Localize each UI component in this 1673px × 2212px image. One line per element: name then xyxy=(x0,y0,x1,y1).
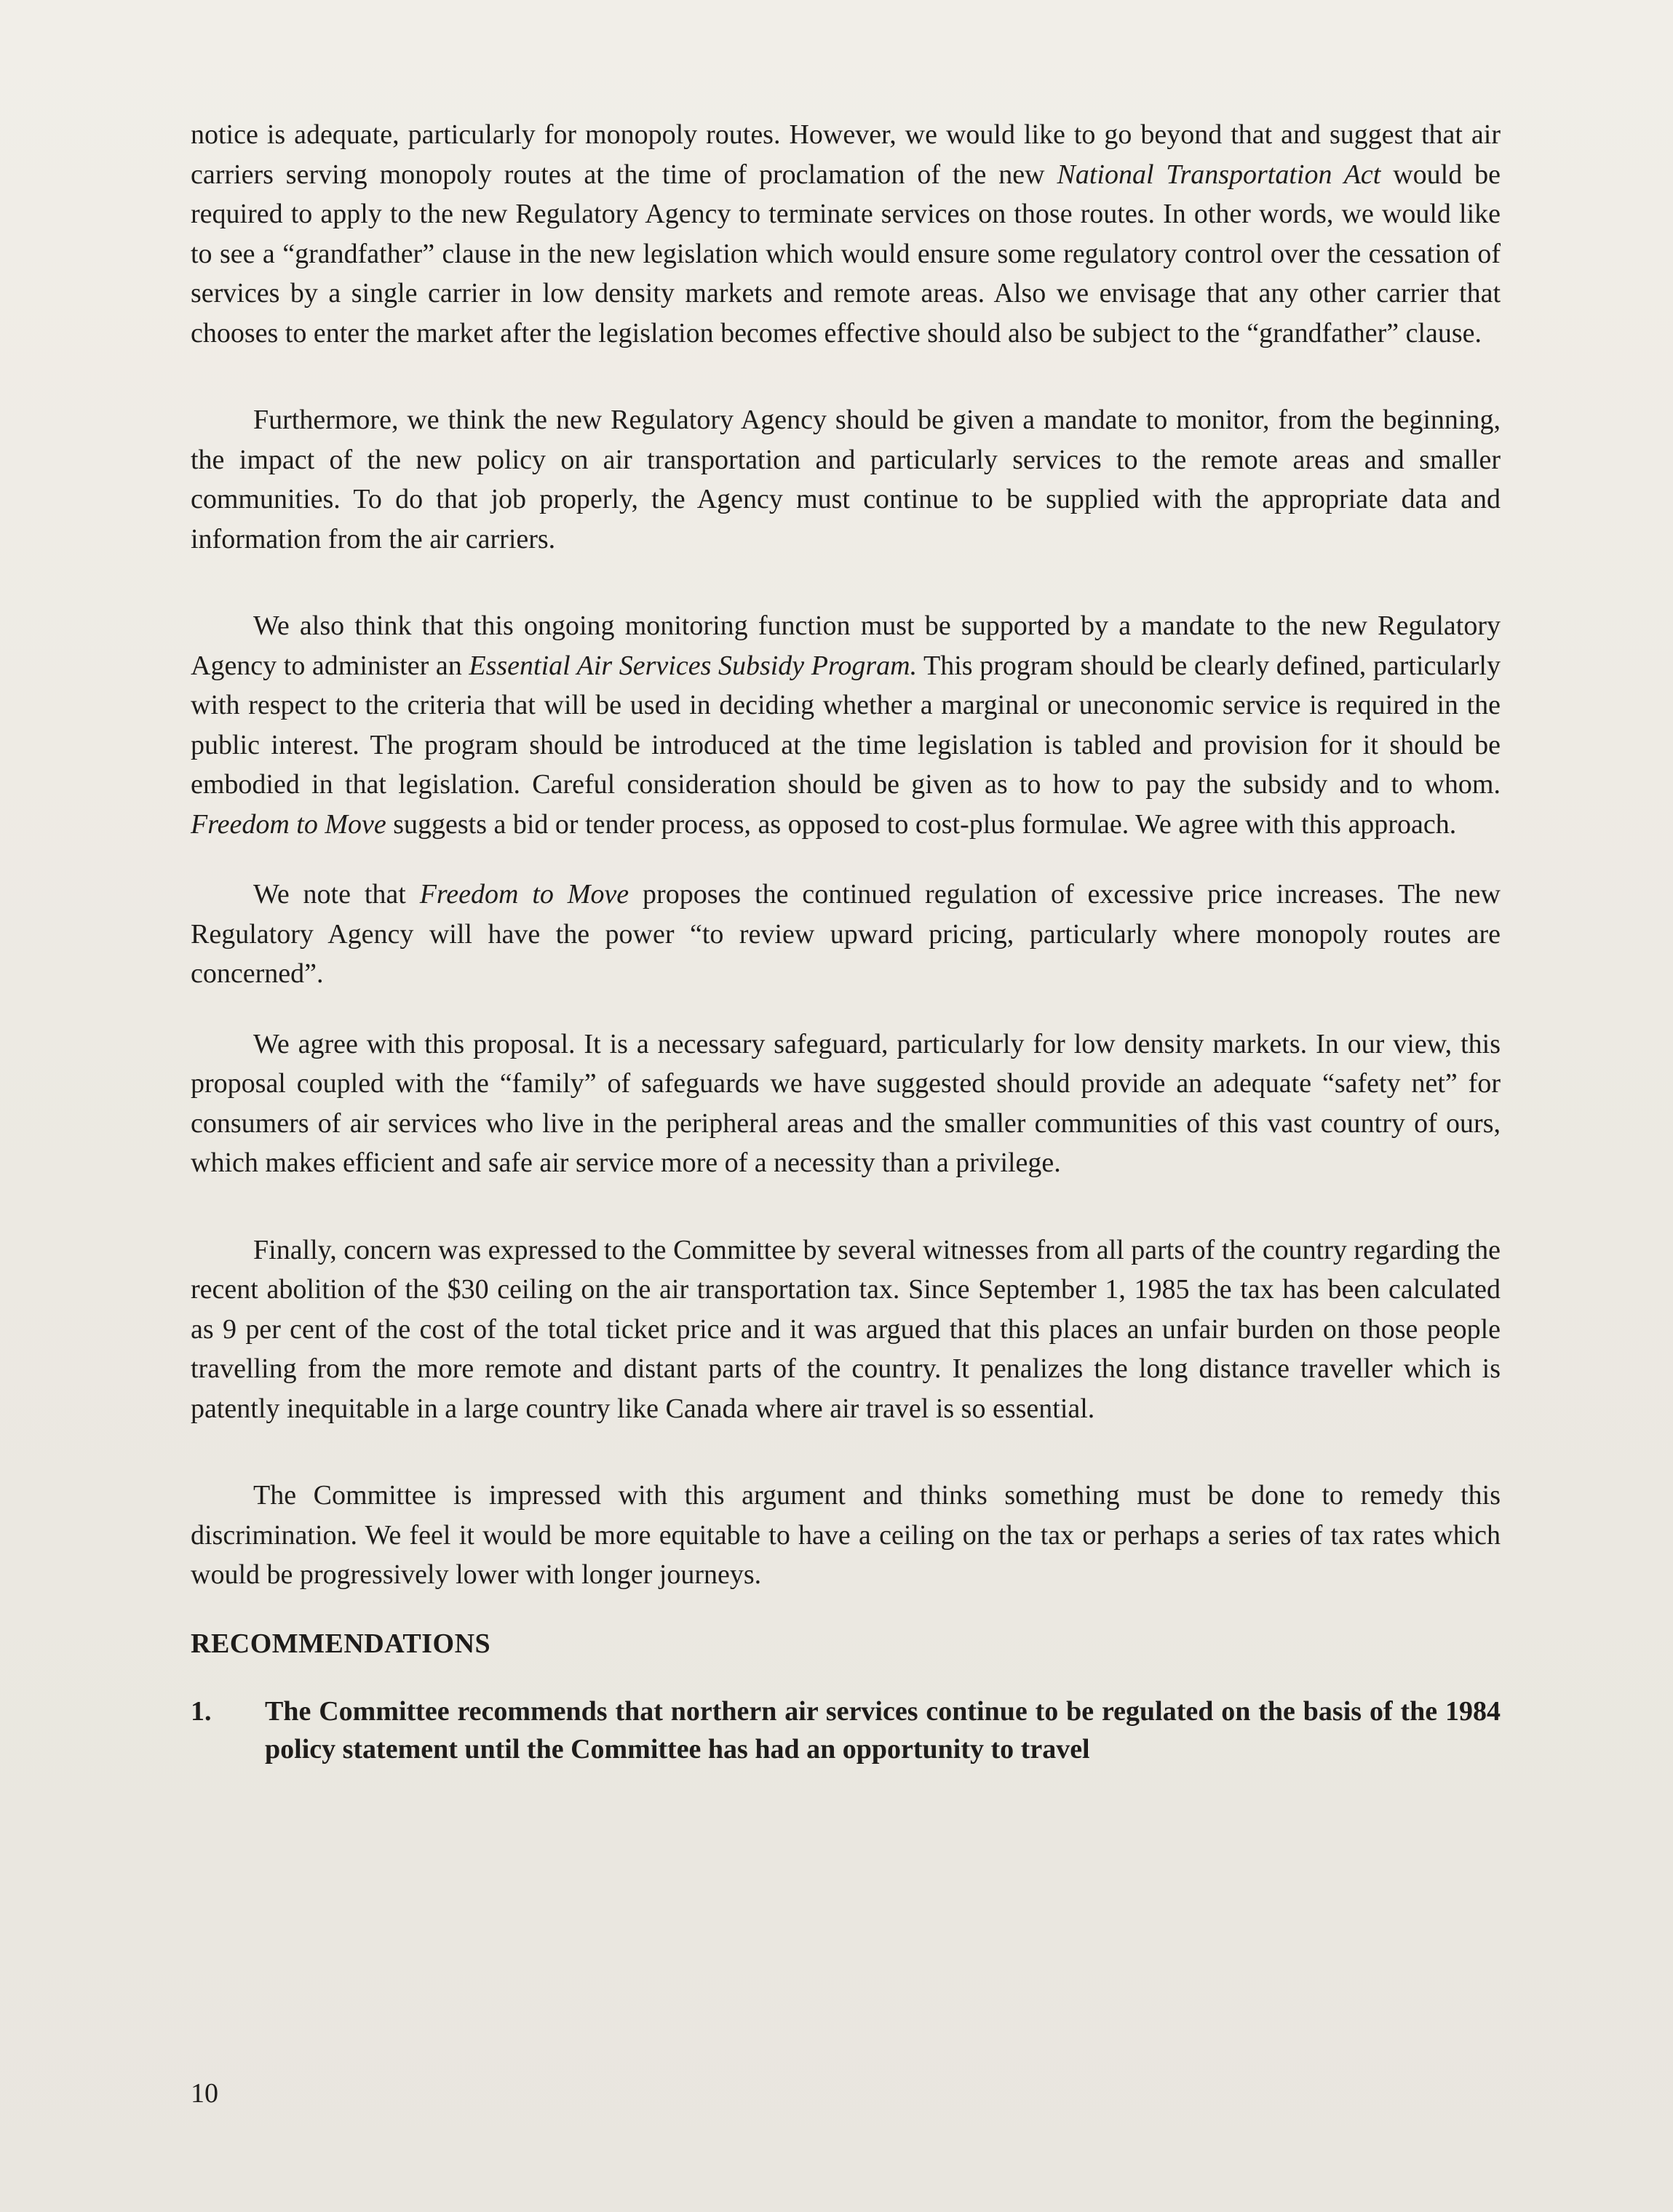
paragraph-gap xyxy=(191,1663,1501,1692)
recommendation-item xyxy=(191,1692,1501,1768)
paragraph-grandfather-clause xyxy=(191,115,1501,353)
paragraph-text: proposes the continued regulation of excessive price increases. The new Regulatory Agency will have the power “to review upward pricing, particularly where monopoly routes are concerned”. xyxy=(191,879,1501,989)
program-title: Essential Air Services Subsidy Program. xyxy=(469,650,918,681)
recommendations-heading: RECOMMENDATIONS xyxy=(191,1628,491,1659)
paragraph-safety-net xyxy=(191,1025,1501,1183)
paragraph-gap xyxy=(191,353,1501,400)
paragraph-text: Finally, concern was expressed to the Committee by several witnesses from all parts of the country regarding the recent abolition of the $30 ceiling on the air transportation tax. Since September 1, 1985 the tax has been calculated as 9 per cent of the cost of the total ticket price and it was argued that this places an unfair burden on those people travelling from the more remote and distant parts of the country. It penalizes the long distance traveller which is patently inequitable in a large country like Canada where air travel is so essential. xyxy=(191,1234,1501,1424)
paragraph-gap xyxy=(191,1428,1501,1476)
recommendation-text: The Committee recommends that northern air services continue to be regulated on the basis of the 1984 policy statement until the Committee has had an opportunity to travel xyxy=(265,1695,1501,1765)
paragraph-text: This program should be clearly defined, particularly with respect to the criteria that will be used in deciding whether a marginal or uneconomic service is required in the public interest. The program should be introduced at the time legislation is tabled and provision for it should be embodied in that legislation. Careful consideration should be given as to how to pay the subsidy and to whom. xyxy=(191,650,1501,800)
paragraph-subsidy-program xyxy=(191,606,1501,844)
paragraph-gap xyxy=(191,1183,1501,1230)
paragraph-gap xyxy=(191,1595,1501,1624)
paragraph-text: suggests a bid or tender process, as opposed to cost-plus formulae. We agree with this approach. xyxy=(386,808,1457,840)
paragraph-text: notice is adequate, particularly for monopoly routes. However, we would like to go beyond that and suggest that air carriers serving monopoly routes at the time of proclamation of the new xyxy=(191,119,1501,190)
paragraph-monitoring-mandate xyxy=(191,400,1501,559)
paragraph-text: Furthermore, we think the new Regulatory Agency should be given a mandate to monitor, from the beginning, the impact of the new policy on air transportation and particularly services to the remote areas and smaller communities. To do that job properly, the Agency must continue to be supplied with the appropriate data and information from the air carriers. xyxy=(191,405,1501,554)
paragraph-text: We agree with this proposal. It is a necessary safeguard, particularly for low density markets. In our view, this proposal coupled with the “family” of safeguards we have suggested should provide an adequate “safety net” for consumers of air services who live in the peripheral areas and the smaller communities of this vast country of ours, which makes efficient and safe air service more of a necessity than a privilege. xyxy=(191,1028,1501,1178)
recommendation-number: 1. xyxy=(191,1695,212,1727)
paragraph-transportation-tax xyxy=(191,1230,1501,1429)
paragraph-text: would be required to apply to the new Regulatory Agency to terminate services on those routes. In other words, we would like to see a “grandfather” clause in the new legislation which would ensure some regulatory control over the cessation of services by a single carrier in low density markets and remote areas. Also we envisage that any other carrier that chooses to enter the market after the legislation becomes effective should also be subject to the “grandfather” clause. xyxy=(191,159,1501,349)
paragraph-gap xyxy=(191,844,1501,875)
paragraph-text: The Committee is impressed with this argument and thinks something must be done to remedy this discrimination. We feel it would be more equitable to have a ceiling on the tax or perhaps a series of tax rates which would be progressively lower with longer journeys. xyxy=(191,1480,1501,1590)
paragraph-price-regulation xyxy=(191,875,1501,994)
paragraph-text: We also think that this ongoing monitoring function must be supported by a mandate to the new Regulatory Agency to administer an xyxy=(191,610,1501,681)
paragraph-gap xyxy=(191,994,1501,1025)
paragraph-gap xyxy=(191,559,1501,606)
document-title: Freedom to Move xyxy=(419,879,629,910)
document-title: Freedom to Move xyxy=(191,808,386,840)
page-body xyxy=(191,115,1501,1768)
paragraph-text: We note that xyxy=(253,879,420,910)
paragraph-tax-ceiling xyxy=(191,1476,1501,1595)
act-title: National Transportation Act xyxy=(1057,159,1381,190)
page-number: 10 xyxy=(191,2078,218,2109)
